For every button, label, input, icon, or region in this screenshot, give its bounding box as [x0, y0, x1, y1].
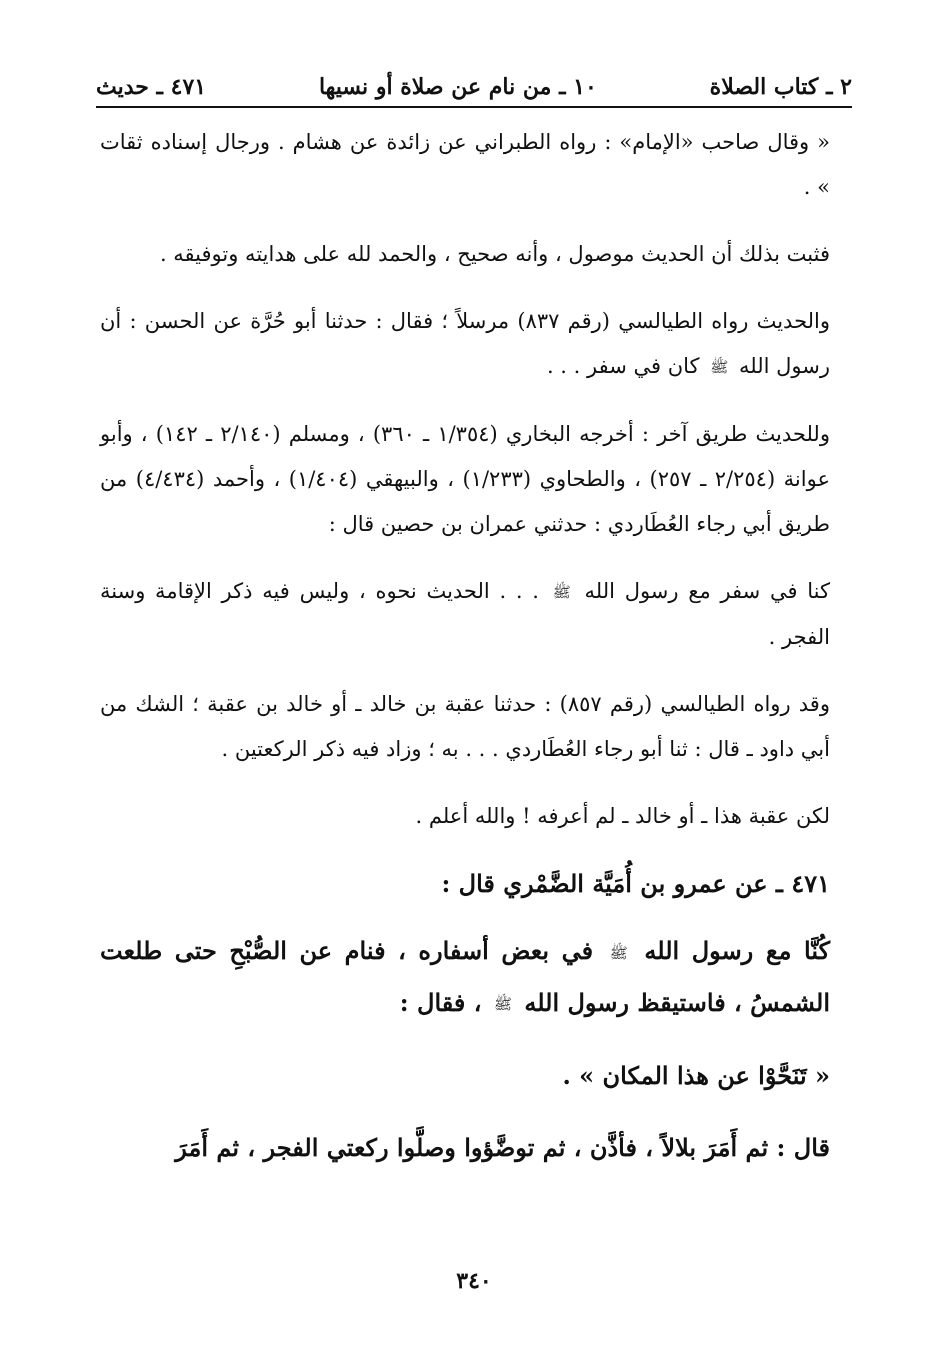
hadith-prophetic-quote: « تَنَحَّوْا عن هذا المكان » . [562, 1061, 830, 1090]
hadith-text-part: كُنَّا مع رسول الله [644, 936, 831, 965]
salla-glyph-icon: ﷺ [609, 943, 628, 962]
paragraph-tayalisi-mursal [100, 299, 830, 390]
hadith-text-part: ، فقال : [399, 987, 482, 1017]
paragraph-imam-quote: « وقال صاحب «الإمام» : رواه الطبراني عن زائدة عن هشام . ورجال إسناده ثقات » . [100, 130, 830, 199]
hadith-title: ٤٧١ ـ عن عمرو بن أُمَيَّة الضَّمْري قال : [441, 869, 830, 898]
header-book-title: ٢ ـ كتاب الصلاة [709, 74, 852, 100]
header-hadith-reference: ٤٧١ ـ حديث [96, 74, 207, 100]
hadith-continuation: قال : ثم أَمَرَ بلالاً ، فأذَّن ، ثم توضَّؤوا وصلَّوا ركعتي الفجر ، ثم أَمَرَ [175, 1133, 830, 1162]
paragraph-text: والحديث رواه الطيالسي (رقم ٨٣٧) مرسلاً ؛ فقال : حدثنا أبو حُرَّة عن الحسن : أن رسول الله [100, 309, 830, 378]
header-chapter-title: ١٠ ـ من نام عن صلاة أو نسيها [318, 74, 597, 100]
paragraph-text: كنا في سفر مع رسول الله [584, 579, 830, 603]
page-number: ٣٤٠ [456, 1268, 492, 1294]
paragraph-text: كان في سفر . . . [546, 354, 700, 378]
paragraph-imran-narration [100, 569, 830, 660]
paragraph-unknown-narrator: لكن عقبة هذا ـ أو خالد ـ لم أعرفه ! والله أعلم . [415, 804, 830, 828]
page-body [100, 120, 830, 1195]
paragraph-other-route: وللحديث طريق آخر : أخرجه البخاري (١/٣٥٤ ـ ٣٦٠) ، ومسلم (٢/١٤٠ ـ ١٤٢) ، وأبو عوانة (٢/٢٥٤ ـ ٢٥٧) ، والطحاوي (١/٢٣٣) ، والبيهقي (١/٤٠٤) ، وأحمد (٤/٤٣٤) من طريق أبي رجاء العُطَاردي : حدثني عمران بن حصين قال : [100, 422, 830, 536]
header-divider [96, 106, 852, 108]
running-header [96, 70, 852, 104]
hadith-text [100, 926, 830, 1029]
paragraph-text: . . . الحديث نحوه ، وليس فيه ذكر الإقامة وسنة الفجر . [100, 579, 830, 649]
hadith-text-part: في بعض أسفاره ، فنام عن الصُّبْحِ حتى طلعت الشمسُ ، فاستيقظ رسول الله [100, 936, 830, 1017]
salla-glyph-icon: ﷺ [552, 583, 571, 601]
salla-glyph-icon: ﷺ [710, 358, 729, 376]
paragraph-conclusion: فثبت بذلك أن الحديث موصول ، وأنه صحيح ، والحمد لله على هدايته وتوفيقه . [159, 242, 830, 266]
salla-glyph-icon: ﷺ [493, 995, 512, 1013]
paragraph-tayalisi-uqba: وقد رواه الطيالسي (رقم ٨٥٧) : حدثنا عقبة بن خالد ـ أو خالد بن عقبة ؛ الشك من أبي داود ـ قال : ثنا أبو رجاء العُطَاردي . . . به ؛ وزاد فيه ذكر الركعتين . [100, 692, 830, 761]
